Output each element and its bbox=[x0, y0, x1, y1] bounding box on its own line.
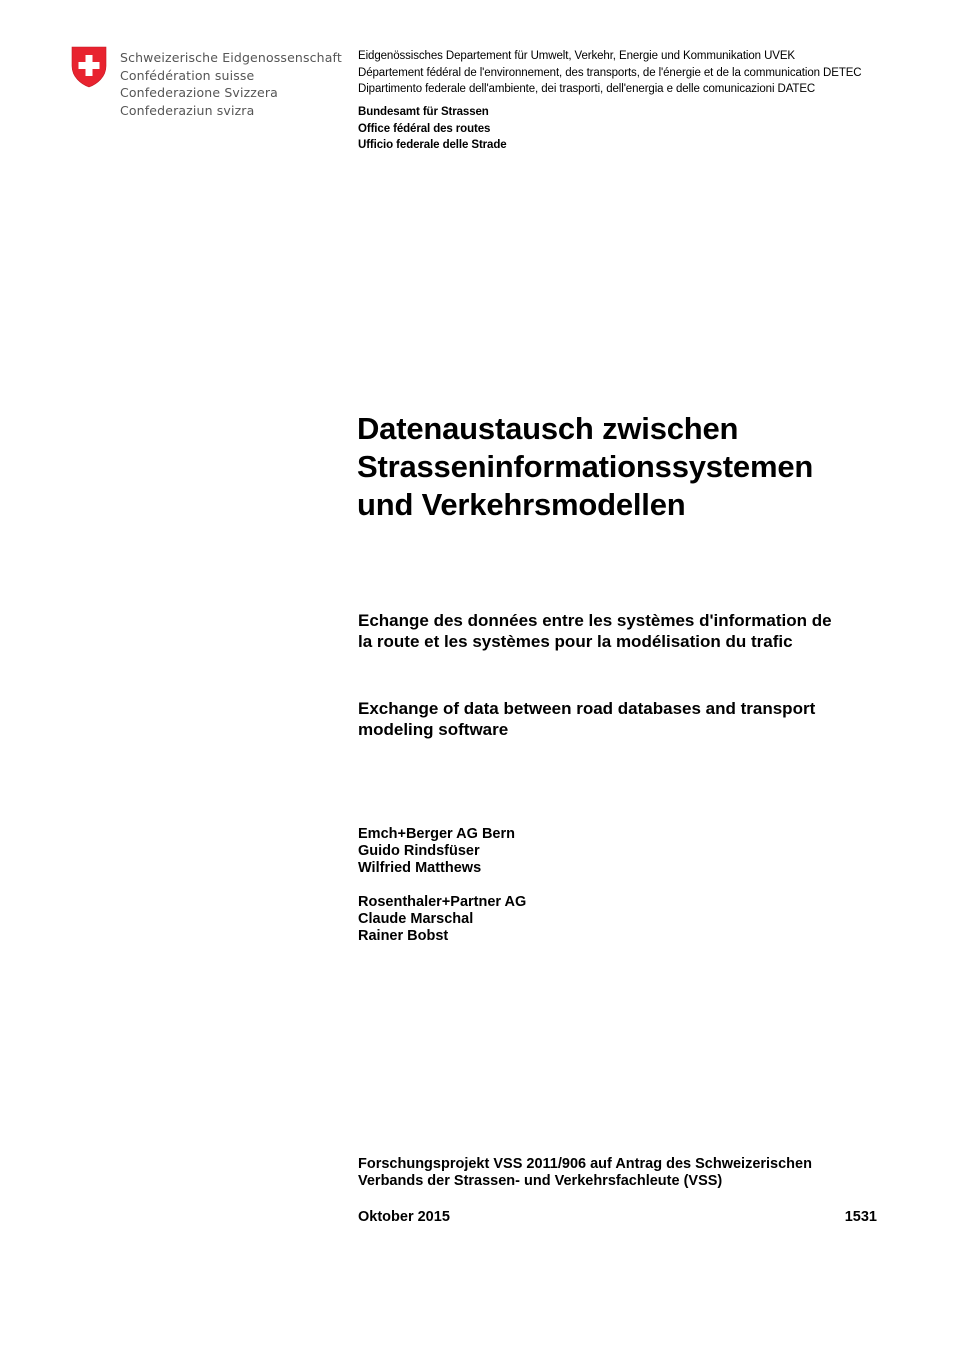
confederation-name-rm: Confederaziun svizra bbox=[120, 102, 255, 118]
report-title-line: Strasseninformationssystemen bbox=[357, 449, 814, 484]
research-project-note bbox=[358, 1156, 812, 1190]
author-name: Claude Marschal bbox=[358, 911, 474, 927]
subtitle-french-line: Echange des données entre les systèmes d'information de bbox=[358, 611, 832, 630]
report-title-line: und Verkehrsmodellen bbox=[357, 487, 686, 522]
report-title bbox=[357, 410, 813, 524]
author-company: Rosenthaler+Partner AG bbox=[358, 894, 527, 910]
department-line-fr: Département fédéral de l'environnement, des transports, de l'énergie et de la communication DETEC bbox=[358, 66, 862, 79]
author-company: Emch+Berger AG Bern bbox=[358, 826, 516, 842]
department-block bbox=[358, 48, 862, 98]
subtitle-french bbox=[358, 610, 832, 652]
author-group bbox=[358, 826, 515, 877]
research-project-line: Verbands der Strassen- und Verkehrsfachleute (VSS) bbox=[358, 1173, 723, 1189]
author-name: Rainer Bobst bbox=[358, 928, 449, 944]
author-name: Guido Rindsfüser bbox=[358, 843, 480, 859]
author-name: Wilfried Matthews bbox=[358, 860, 482, 876]
subtitle-english-line: modeling software bbox=[358, 720, 509, 739]
office-line-de: Bundesamt für Strassen bbox=[358, 106, 489, 118]
research-project-line: Forschungsprojekt VSS 2011/906 auf Antrag des Schweizerischen bbox=[358, 1156, 812, 1172]
office-block bbox=[358, 104, 507, 154]
department-line-de: Eidgenössisches Departement für Umwelt, Verkehr, Energie und Kommunikation UVEK bbox=[358, 50, 795, 62]
department-line-it: Dipartimento federale dell'ambiente, dei trasporti, dell'energia e delle comunicazioni DATEC bbox=[358, 83, 816, 95]
office-line-fr: Office fédéral des routes bbox=[358, 122, 491, 135]
swiss-coat-of-arms-icon bbox=[71, 46, 107, 88]
subtitle-english bbox=[358, 698, 815, 740]
report-number: 1531 bbox=[844, 1209, 877, 1225]
subtitle-french-line: la route et les systèmes pour la modélisation du trafic bbox=[358, 632, 793, 651]
confederation-name-de: Schweizerische Eidgenossenschaft bbox=[120, 50, 342, 65]
confederation-name-fr: Confédération suisse bbox=[120, 67, 255, 83]
confederation-name-it: Confederazione Svizzera bbox=[120, 85, 278, 100]
confederation-names bbox=[120, 49, 342, 119]
subtitle-english-line: Exchange of data between road databases and transport bbox=[358, 699, 816, 718]
office-line-it: Ufficio federale delle Strade bbox=[358, 139, 507, 151]
author-group bbox=[358, 894, 526, 945]
report-title-line: Datenaustausch zwischen bbox=[357, 411, 739, 446]
publication-date: Oktober 2015 bbox=[358, 1209, 450, 1225]
